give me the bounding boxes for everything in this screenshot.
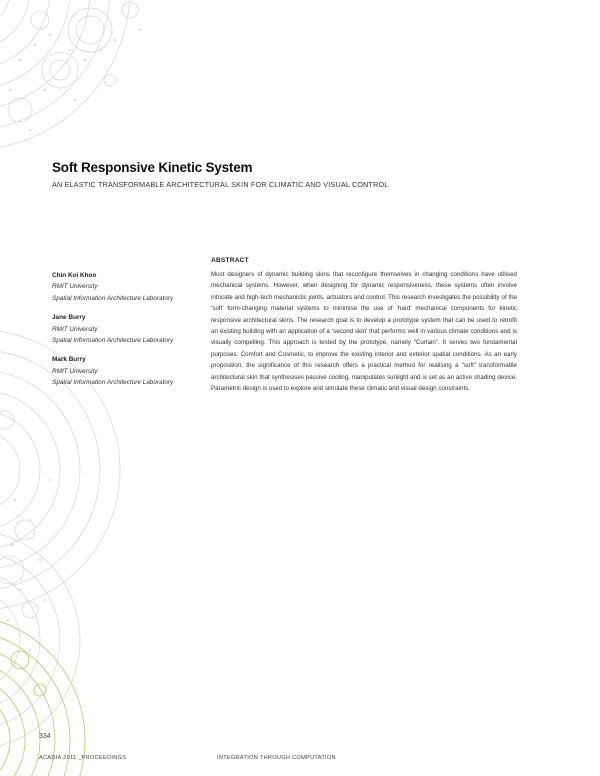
author-affiliation-university: RMIT University xyxy=(52,283,98,291)
author-affiliation-university: RMIT University xyxy=(52,325,98,333)
author-affiliation-lab: Spatial Information Architecture Laboratory xyxy=(52,379,174,387)
footer-proceedings: ACADIA 2011 _PROCEEDINGS xyxy=(39,755,127,761)
author-affiliation-university: RMIT University xyxy=(52,367,98,375)
author-list xyxy=(52,270,212,397)
abstract-text: Most designers of dynamic building skins that reconfigure themselves in changing conditions have utilised mechanical systems. However, when designing for dynamic responsiveness, these systems often involve intricate and high-tech mechanistic joints, actuators and control. This research investigates the possibility of the ‘soft’ form-changing material systems to minimise the use of ‘hard’ mechanical components for kinetic responsive architectural skins. The research goal is to develop a prototype system that can be used to retrofit an existing building with an application of a ‘second skin’ that performs well in various climate conditions and is visually compelling. This approach is tested by the prototype, namely “Curtain”. It serves two fundamental purposes: Comfort and Cosmetic, to improve the existing interior and exterior spatial conditions. As an early proposition, the significance of this research offers a practical method for realising a “soft” transformable architectural skin that synthesises passive cooling, manipulates sunlight and is set as an active shading device. Parametric design is used to explore and simulate these climatic and visual design constraints. xyxy=(211,271,517,393)
author-block xyxy=(52,354,212,388)
abstract-heading: ABSTRACT xyxy=(211,257,249,264)
footer-section-title: INTEGRATION THROUGH COMPUTATION xyxy=(217,755,336,761)
author-block xyxy=(52,312,212,346)
author-name: Mark Burry xyxy=(52,356,86,364)
top-circle-pattern xyxy=(0,0,138,150)
author-name: Jane Burry xyxy=(52,314,86,322)
paper-subtitle: AN ELASTIC TRANSFORMABLE ARCHITECTURAL SKIN FOR CLIMATIC AND VISUAL CONTROL xyxy=(52,180,389,189)
paper-title: Soft Responsive Kinetic System xyxy=(52,160,253,175)
author-block xyxy=(52,270,212,304)
author-affiliation-lab: Spatial Information Architecture Laboratory xyxy=(52,337,174,345)
author-affiliation-lab: Spatial Information Architecture Laboratory xyxy=(52,294,174,302)
page-number: 334 xyxy=(39,733,51,740)
author-name: Chin Koi Khoo xyxy=(52,272,97,279)
